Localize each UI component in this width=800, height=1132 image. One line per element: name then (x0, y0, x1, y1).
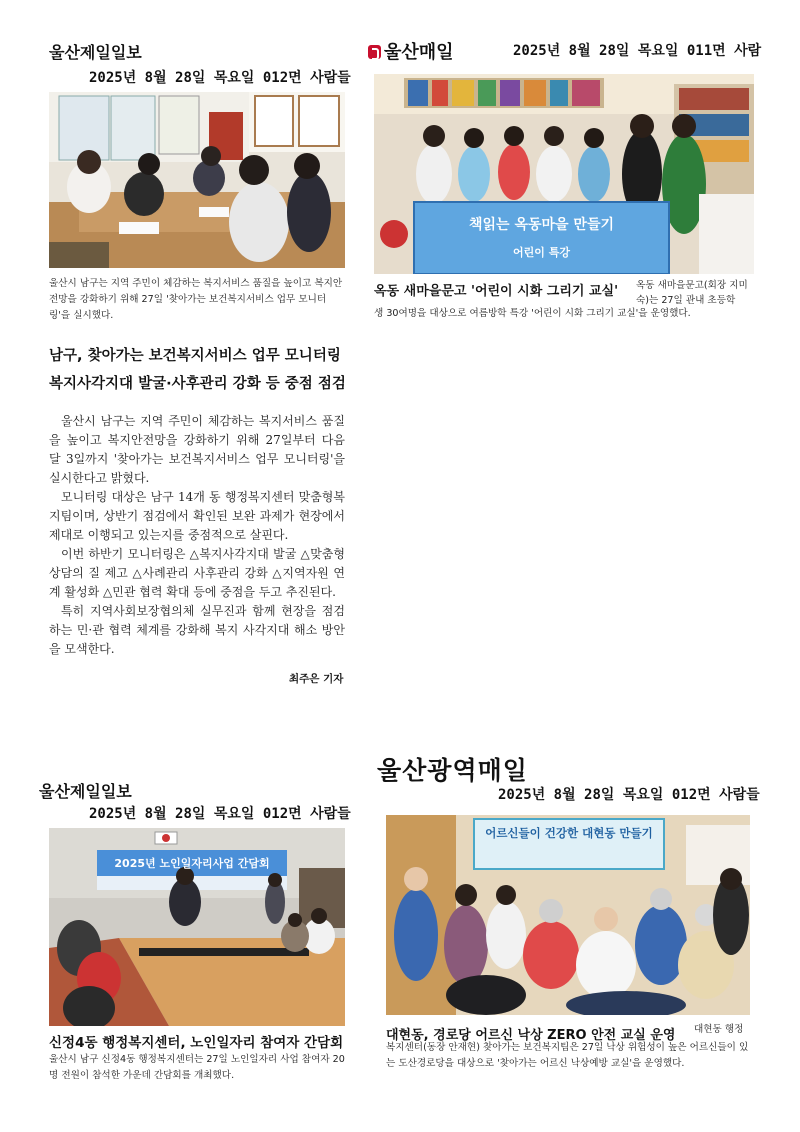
dateline: 2025년 8월 28일 목요일 012면 사람들 (498, 787, 760, 803)
banner-subtext: 어린이 특강 (513, 246, 570, 259)
photo-caption: 생 30여명을 대상으로 여름방학 특강 '어린이 시화 그리기 교실'을 운영했다. (374, 308, 691, 319)
photo-title: 대현동, 경로당 어르신 낙상 ZERO 안전 교실 운영 (386, 1028, 676, 1043)
photo-caption: 울산시 남구는 지역 주민이 체감하는 복지서비스 품질을 높이고 복지안전망을 강화하기 위해 27일 '찾아가는 보건복지서비스 업무 모니터링'을 실시했다. (49, 278, 343, 321)
banner-text: 어르신들이 건강한 대현동 만들기 (485, 826, 653, 840)
photo-title: 신정4동 행정복지센터, 노인일자리 참여자 간담회 (49, 1035, 344, 1051)
article-paragraph: 울산시 남구는 지역 주민이 체감하는 복지서비스 품질을 높이고 복지안전망을 강화하기 위해 27일부터 다음 달 3일까지 '찾아가는 보건복지서비스 업무 모니터링'을 실시한다고 밝혔다. (49, 414, 345, 485)
paper-name-ulsan-maeil (368, 38, 454, 64)
photo-senior-jobs-meeting (49, 828, 345, 1026)
dateline: 2025년 8월 28일 목요일 011면 사람 (513, 43, 762, 59)
paper-name-ulsan-jeil: 울산제일일보 (39, 782, 132, 801)
article-paragraph: 이번 하반기 모니터링은 △복지사각지대 발굴 △맞춤형 상담의 질 제고 △사례관리 사후관리 강화 △지역자원 연계 활성화 △민관 협력 확대 등에 중점을 두고 추진된다. (49, 547, 345, 599)
byline: 최주은 기자 (289, 673, 344, 685)
headline-line-2: 복지사각지대 발굴·사후관리 강화 등 중점 점검 (49, 376, 346, 392)
photo-caption: 울산시 남구 신정4동 행정복지센터는 27일 노인일자리 사업 참여자 20명 전원이 참석한 가운데 간담회를 개최했다. (49, 1054, 345, 1081)
banner-text: 책읽는 옥동마을 만들기 (469, 217, 614, 233)
photo-title: 옥동 새마을문고 '어린이 시화 그리기 교실' (374, 284, 619, 299)
photo-children-poetry-class (374, 74, 754, 274)
photo-caption-side: 대현동 행정 (694, 1024, 744, 1035)
photo-fall-prevention-class (386, 815, 750, 1015)
photo-caption-side: 옥동 새마을문고(회장 지미숙)는 27일 관내 초등학 (636, 280, 748, 306)
banner-text: 2025년 노인일자리사업 간담회 (114, 857, 270, 870)
headline-line-1: 남구, 찾아가는 보건복지서비스 업무 모니터링 (49, 348, 341, 364)
paper-logo-icon (368, 45, 381, 59)
dateline: 2025년 8월 28일 목요일 012면 사람들 (89, 70, 351, 86)
paper-name-ulsan-jeil: 울산제일일보 (49, 43, 142, 62)
photo-welfare-monitoring (49, 92, 345, 268)
dateline: 2025년 8월 28일 목요일 012면 사람들 (89, 806, 351, 822)
article-paragraph: 특히 지역사회보장협의체 실무진과 함께 현장을 점검하는 민·관 협력 체계를 강화해 복지 사각지대 해소 방안을 모색한다. (49, 604, 345, 656)
paper-name-ulsan-gwangyeok: 울산광역매일 (377, 756, 528, 785)
article-paragraph: 모니터링 대상은 남구 14개 동 행정복지센터 맞춤형복지팀이며, 상반기 점검에서 확인된 보완 과제가 현장에서 제대로 이행되고 있는지를 중점적으로 살핀다. (49, 490, 345, 542)
photo-caption: 복지센터(동장 안재현) 찾아가는 보건복지팀은 27일 낙상 위험성이 높은 어르신들이 있는 도산경로당을 대상으로 '찾아가는 어르신 낙상예방 교실'을 운영했다. (386, 1042, 749, 1069)
paper-name-text: 울산매일 (384, 42, 454, 63)
article-body (49, 412, 345, 659)
